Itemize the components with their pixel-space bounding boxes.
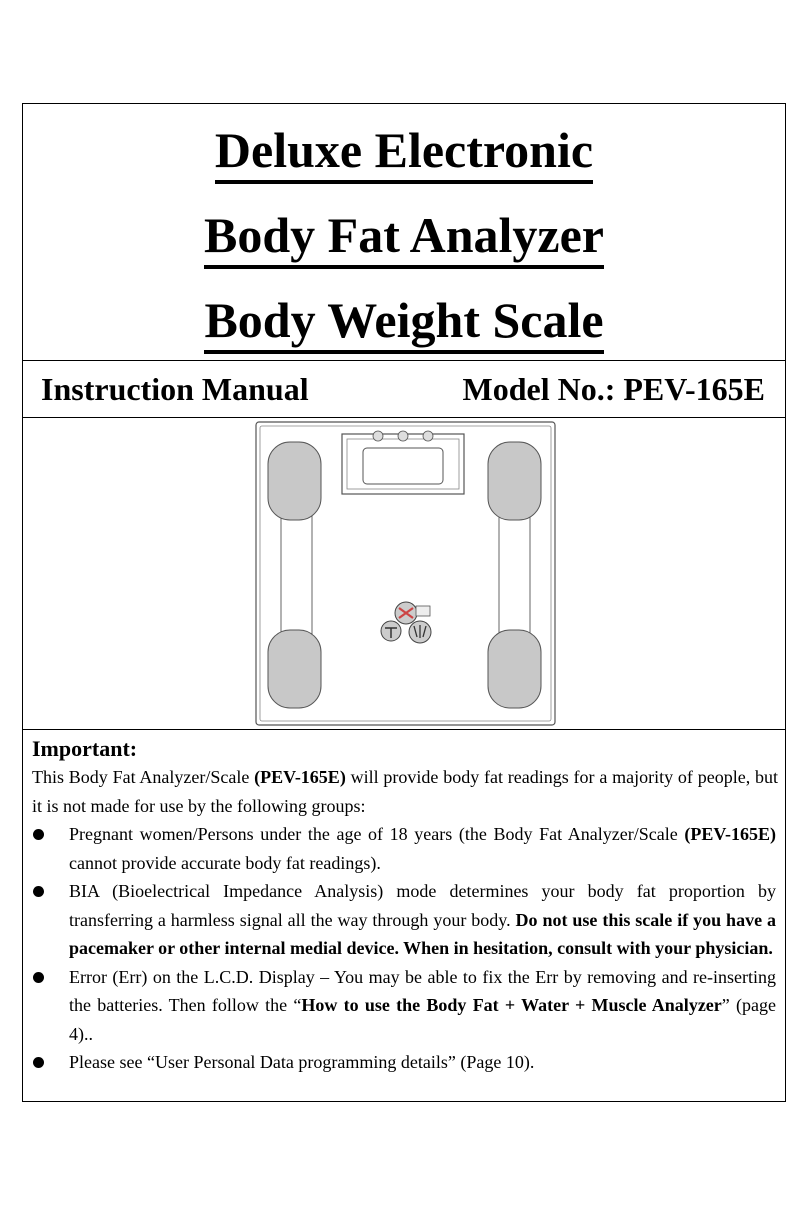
list-item: BIA (Bioelectrical Impedance Analysis) mode determines your body fat proportion by transferring a harmless signal all the way through your body. Do not use this scale if you have a pacemaker or other internal medial device. When in hesitation, consult with your physician.: [23, 877, 785, 963]
title-line-3: Body Weight Scale: [204, 292, 603, 354]
title-line-2: Body Fat Analyzer: [204, 207, 604, 269]
bullet-icon: [33, 886, 44, 897]
bottom-right-foot-pad: [488, 630, 541, 708]
important-notice-section: [23, 730, 785, 1102]
important-heading: Important:: [32, 736, 138, 761]
bullet-icon: [33, 972, 44, 983]
bullet-icon: [33, 1057, 44, 1068]
intro-model-number: (PEV-165E): [254, 767, 346, 787]
top-right-foot-pad: [488, 442, 541, 520]
bottom-left-foot-pad: [268, 630, 321, 708]
instruction-manual-label: Instruction Manual: [41, 371, 309, 407]
lcd-display: [363, 448, 443, 484]
intro-paragraph: This Body Fat Analyzer/Scale (PEV-165E) will provide body fat readings for a majority of people, but it is not made for use by the following groups:: [32, 767, 778, 816]
model-number-label: Model No.: PEV-165E: [462, 371, 765, 407]
product-image-section: [23, 418, 785, 730]
list-item: Please see “User Personal Data programming details” (Page 10).: [23, 1048, 785, 1077]
list-item: Error (Err) on the L.C.D. Display – You may be able to fix the Err by removing and re-inserting the batteries. Then follow the “How to use the Body Fat + Water + Muscle Analyzer” (page 4)..: [23, 963, 785, 1049]
bullet-icon: [33, 829, 44, 840]
top-left-foot-pad: [268, 442, 321, 520]
title-line-1: Deluxe Electronic: [215, 122, 593, 184]
down-button-icon: [423, 431, 433, 441]
manual-page-frame: [22, 103, 786, 1102]
warning-list: [23, 820, 785, 1077]
subheader-row: [23, 361, 785, 418]
list-item: Pregnant women/Persons under the age of 18 years (the Body Fat Analyzer/Scale (PEV-165E) cannot provide accurate body fat readings).: [23, 820, 785, 877]
set-button-icon: [373, 431, 383, 441]
title-section: [23, 104, 785, 361]
scale-illustration: [254, 420, 557, 727]
up-button-icon: [398, 431, 408, 441]
